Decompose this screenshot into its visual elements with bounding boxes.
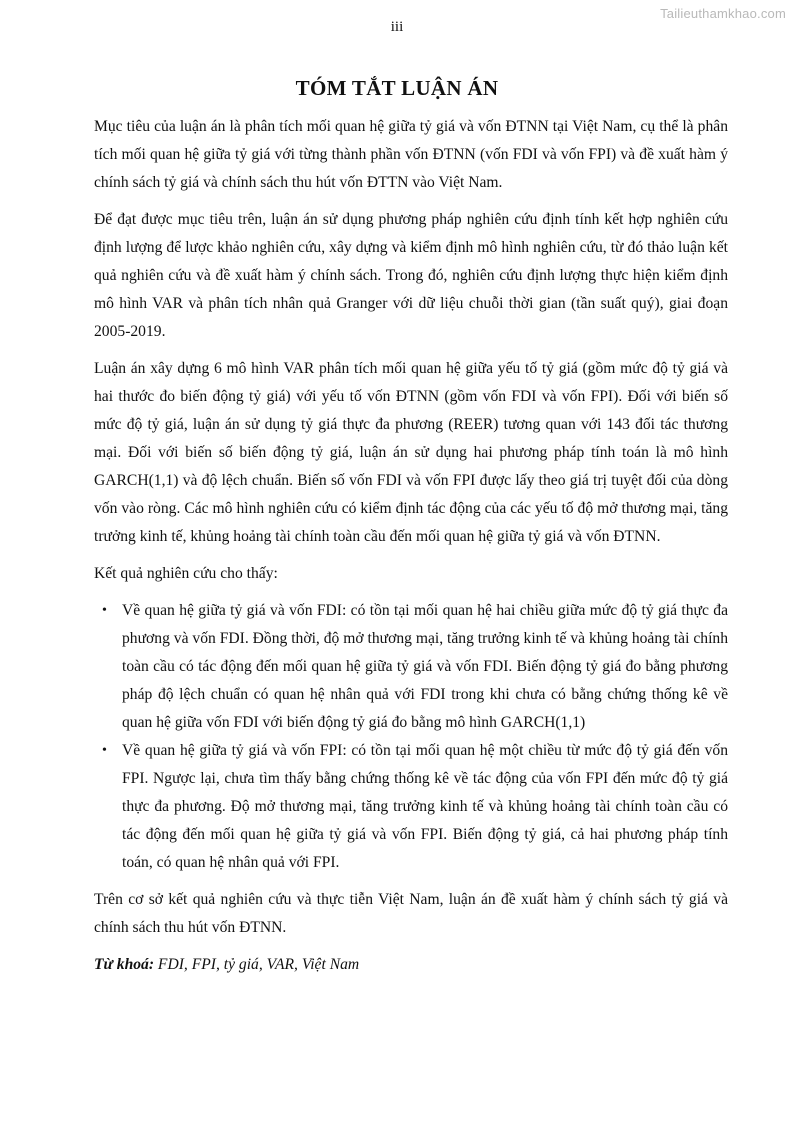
results-list [94, 597, 728, 877]
abstract-body [94, 113, 728, 979]
list-item-text: Về quan hệ giữa tỷ giá và vốn FPI: có tồn tại mối quan hệ một chiều từ mức độ tỷ giá đến vốn FPI. Ngược lại, chưa tìm thấy bằng chứng thống kê về tác động của vốn FPI đến mức độ tỷ giá thực đa phương. Độ mở thương mại, tăng trưởng kinh tế và khủng hoảng tài chính toàn cầu có tác động đến mối quan hệ giữa tỷ giá và vốn FPI. Biến động tỷ giá, cả hai phương pháp tính toán, có quan hệ nhân quả với FPI. [122, 742, 728, 871]
paragraph-models: Luận án xây dựng 6 mô hình VAR phân tích mối quan hệ giữa yếu tố tỷ giá (gồm mức độ tỷ giá và hai thước đo biến động tỷ giá) với yếu tố vốn ĐTNN (gồm vốn FDI và vốn FPI). Đối với biến số mức độ tỷ giá, luận án sử dụng tỷ giá thực đa phương (REER) tương quan với 143 đối tác thương mại. Đối với biến số biến động tỷ giá, luận án sử dụng hai phương pháp tính toán là mô hình GARCH(1,1) và độ lệch chuẩn. Biến số vốn FDI và vốn FPI được lấy theo giá trị tuyệt đối của dòng vốn vào ròng. Các mô hình nghiên cứu có kiểm định tác động của các yếu tố độ mở thương mại, tăng trưởng kinh tế, khủng hoảng tài chính toàn cầu đến mối quan hệ giữa tỷ giá và vốn ĐTNN. [94, 360, 728, 545]
paragraph-objective: Mục tiêu của luận án là phân tích mối quan hệ giữa tỷ giá và vốn ĐTNN tại Việt Nam, cụ thể là phân tích mối quan hệ giữa tỷ giá với từng thành phần vốn ĐTNN (vốn FDI và vốn FPI) và đề xuất hàm ý chính sách tỷ giá và chính sách thu hút vốn ĐTTN vào Việt Nam. [94, 118, 728, 191]
bullet-icon: • [102, 603, 107, 618]
paragraph-method: Để đạt được mục tiêu trên, luận án sử dụng phương pháp nghiên cứu định tính kết hợp nghiên cứu định lượng để lược khảo nghiên cứu, xây dựng và kiểm định mô hình nghiên cứu, từ đó thảo luận kết quả nghiên cứu và đề xuất hàm ý chính sách. Trong đó, nghiên cứu định lượng thực hiện kiểm định mô hình VAR và phân tích nhân quả Granger với dữ liệu chuỗi thời gian (tần suất quý), giai đoạn 2005-2019. [94, 211, 728, 340]
list-item-text: Về quan hệ giữa tỷ giá và vốn FDI: có tồn tại mối quan hệ hai chiều giữa mức độ tỷ giá thực đa phương và vốn FDI. Đồng thời, độ mở thương mại, tăng trưởng kinh tế và khủng hoảng tài chính toàn cầu có tác động đến mối quan hệ giữa tỷ giá và vốn FDI. Biến động tỷ giá đo bằng phương pháp độ lệch chuẩn có quan hệ nhân quả với FDI trong khi chưa có bằng chứng thống kê về quan hệ giữa vốn FDI với biến động tỷ giá đo bằng mô hình GARCH(1,1) [122, 602, 728, 731]
watermark: Tailieuthamkhao.com [660, 6, 786, 21]
bullet-icon: • [102, 743, 107, 758]
list-item [94, 597, 728, 737]
paragraph-conclusion: Trên cơ sở kết quả nghiên cứu và thực tiễn Việt Nam, luận án đề xuất hàm ý chính sách tỷ giá và chính sách thu hút vốn ĐTNN. [94, 891, 728, 936]
keywords-label: Từ khoá: [94, 956, 155, 973]
page-number: iii [390, 19, 404, 35]
list-item [94, 737, 728, 877]
keywords [94, 951, 728, 979]
keywords-text: FDI, FPI, tỷ giá, VAR, Việt Nam [154, 956, 360, 973]
paragraph-results-intro: Kết quả nghiên cứu cho thấy: [94, 565, 278, 582]
page-title: TÓM TẮT LUẬN ÁN [295, 76, 499, 100]
